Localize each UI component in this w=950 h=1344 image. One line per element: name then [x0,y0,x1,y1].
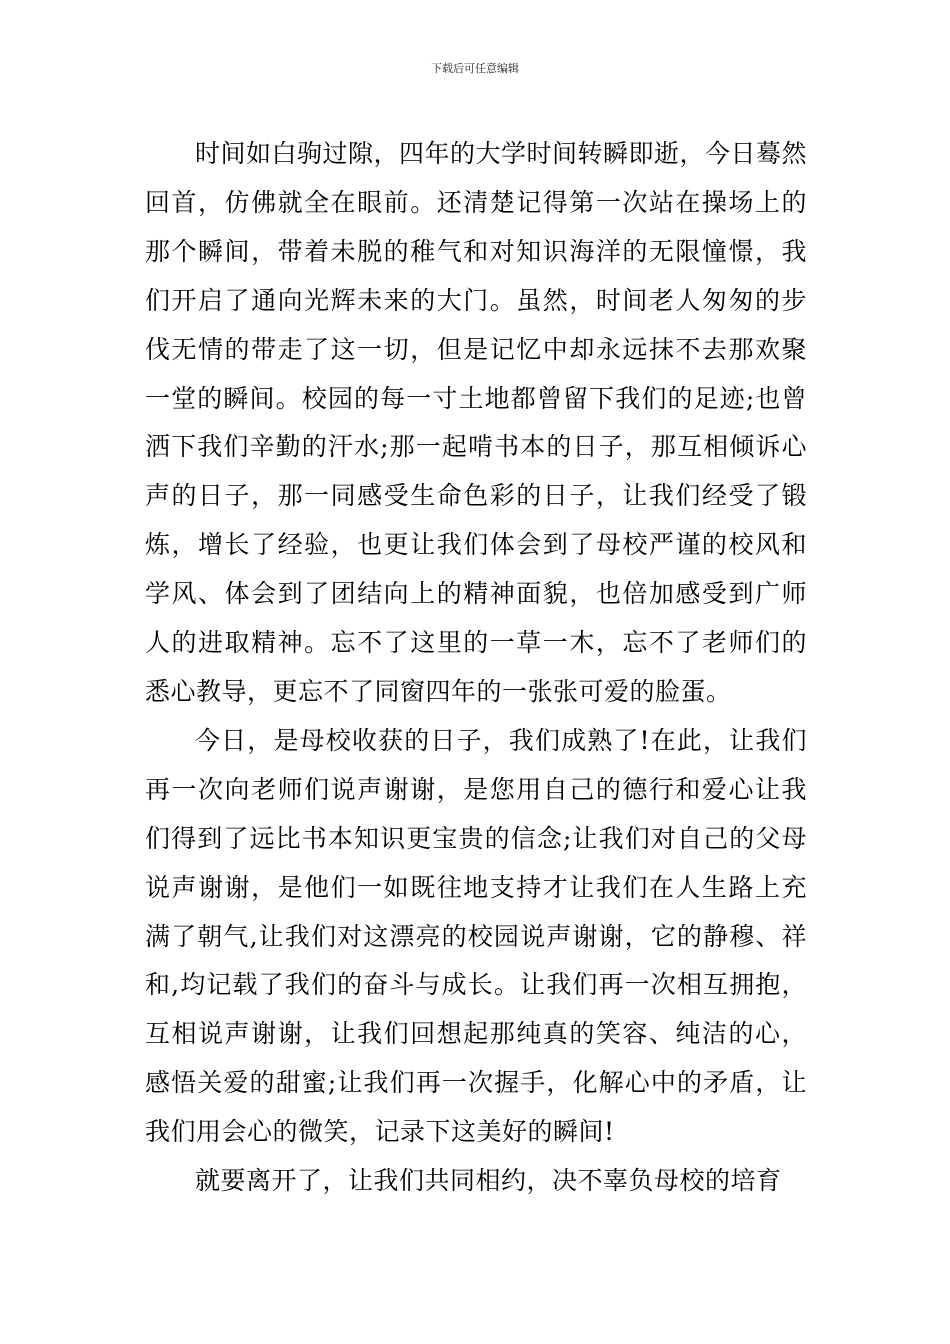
paragraph-3: 就要离开了，让我们共同相约，决不辜负母校的培育 [195,1166,782,1196]
document-body [145,130,807,1206]
paragraph-1: 时间如白驹过隙，四年的大学时间转瞬即逝，今日蓦然回首，仿佛就全在眼前。还清楚记得第一次站在操场上的那个瞬间，带着未脱的稚气和对知识海洋的无限憧憬，我们开启了通向光辉未来的大门。虽然，时间老人匆匆的步伐无情的带走了这一切，但是记忆中却永远抹不去那欢聚一堂的瞬间。校园的每一寸土地都曾留下我们的足迹;也曾洒下我们辛勤的汗水;那一起啃书本的日子，那互相倾诉心声的日子，那一同感受生命色彩的日子，让我们经受了锻炼，增长了经验，也更让我们体会到了母校严谨的校风和学风、体会到了团结向上的精神面貌，也倍加感受到广师人的进取精神。忘不了这里的一草一木，忘不了老师们的悉心教导，更忘不了同窗四年的一张张可爱的脸蛋。 [145,139,808,706]
page-header: 下载后可任意编辑 [431,62,519,75]
paragraph-2: 今日，是母校收获的日子，我们成熟了!在此，让我们再一次向老师们说声谢谢，是您用自己的德行和爱心让我们得到了远比书本知识更宝贵的信念;让我们对自己的父母说声谢谢，是他们一如既往地支持才让我们在人生路上充满了朝气,让我们对这漂亮的校园说声谢谢，它的静穆、祥和,均记载了我们的奋斗与成长。让我们再一次相互拥抱，互相说声谢谢，让我们回想起那纯真的笑容、纯洁的心，感悟关爱的甜蜜;让我们再一次握手，化解心中的矛盾，让我们用会心的微笑，记录下这美好的瞬间! [145,725,807,1147]
